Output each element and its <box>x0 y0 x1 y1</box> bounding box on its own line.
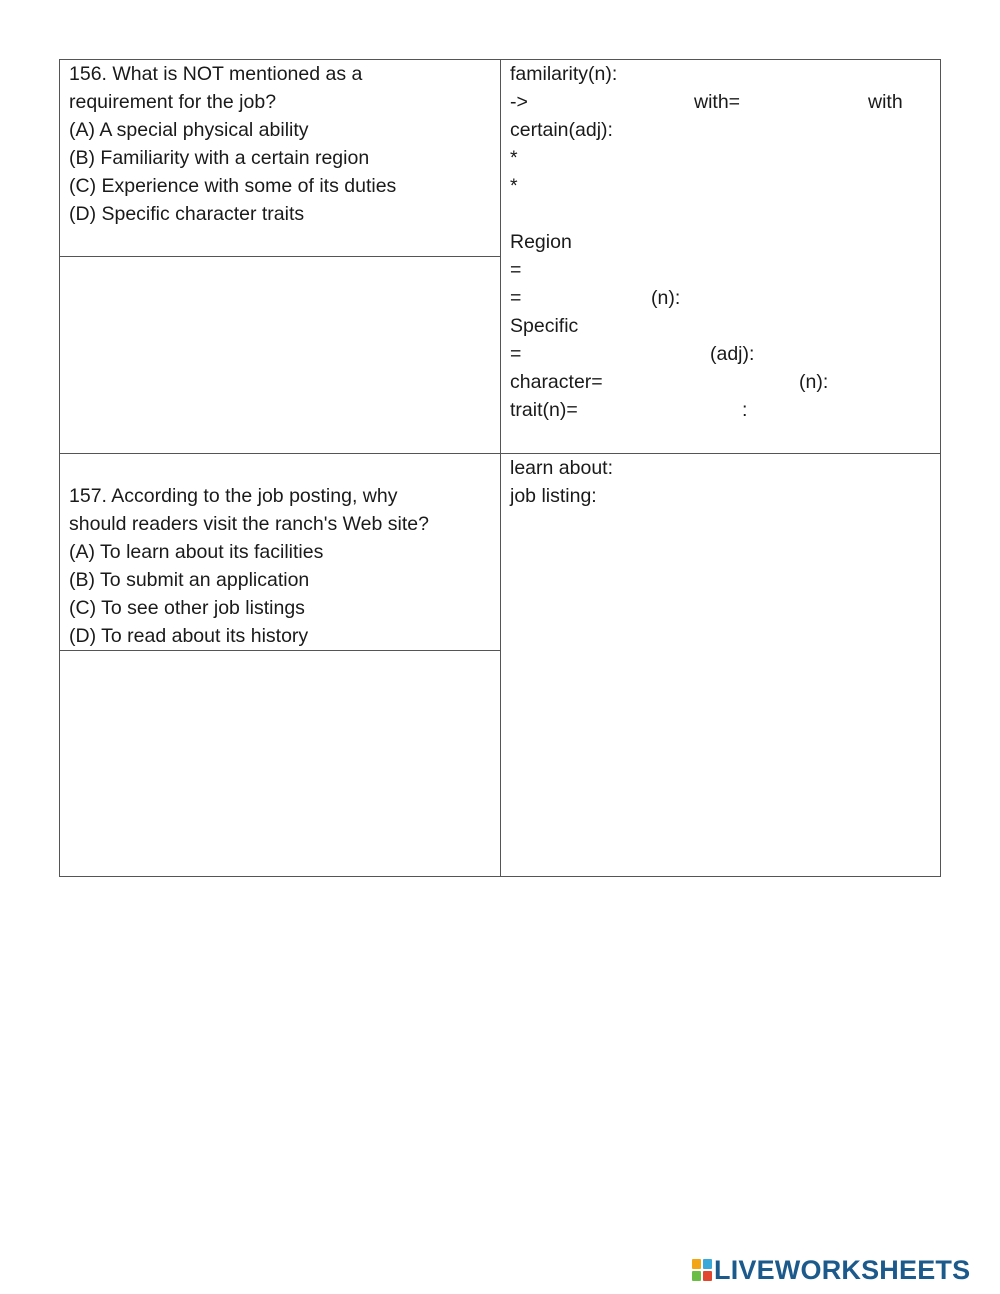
q157-option-d: (D) To read about its history <box>69 625 309 647</box>
q156-option-b: (B) Familiarity with a certain region <box>69 147 370 169</box>
q156-option-a: (A) A special physical ability <box>69 119 309 141</box>
vocab-156-cell <box>500 59 941 454</box>
q156-option-c: (C) Experience with some of its duties <box>69 175 397 197</box>
vocab-adj: (adj): <box>710 343 755 365</box>
vocab-star-1: * <box>510 147 518 169</box>
q157-option-b: (B) To submit an application <box>69 569 310 591</box>
vocab-learn-about: learn about: <box>510 457 613 479</box>
liveworksheets-logo-icon <box>692 1259 712 1281</box>
vocab-region: Region <box>510 231 572 253</box>
vocab-n-2: (n): <box>799 371 829 393</box>
answer-157-area[interactable] <box>59 650 501 877</box>
q157-line-2: should readers visit the ranch's Web site? <box>69 513 429 535</box>
q156-line-1: 156. What is NOT mentioned as a <box>69 63 363 85</box>
vocab-157-cell <box>500 453 941 877</box>
question-156-cell <box>59 59 501 257</box>
vocab-eq-3: = <box>510 343 522 365</box>
vocab-star-2: * <box>510 175 518 197</box>
vocab-character: character= <box>510 371 603 393</box>
liveworksheets-logo <box>692 1255 970 1285</box>
liveworksheets-logo-text: LIVEWORKSHEETS <box>714 1254 971 1285</box>
vocab-certain: certain(adj): <box>510 119 613 141</box>
vocab-job-listing: job listing: <box>510 485 597 507</box>
worksheet-table <box>59 59 941 877</box>
answer-156-area[interactable] <box>59 256 501 454</box>
q157-option-a: (A) To learn about its facilities <box>69 541 324 563</box>
vocab-trait: trait(n)= <box>510 399 578 421</box>
q156-line-2: requirement for the job? <box>69 91 277 113</box>
question-157-cell <box>59 453 501 651</box>
vocab-eq-2: = <box>510 287 522 309</box>
vocab-specific: Specific <box>510 315 579 337</box>
vocab-familiarity: familarity(n): <box>510 63 618 85</box>
vocab-eq-1: = <box>510 259 522 281</box>
vocab-n-1: (n): <box>651 287 681 309</box>
q156-option-d: (D) Specific character traits <box>69 203 305 225</box>
vocab-with-eq: with= <box>694 91 741 113</box>
vocab-colon: : <box>742 399 748 421</box>
vocab-with: with <box>868 91 903 113</box>
vocab-arrow: -> <box>510 91 528 113</box>
q157-line-1: 157. According to the job posting, why <box>69 485 398 507</box>
q157-option-c: (C) To see other job listings <box>69 597 305 619</box>
